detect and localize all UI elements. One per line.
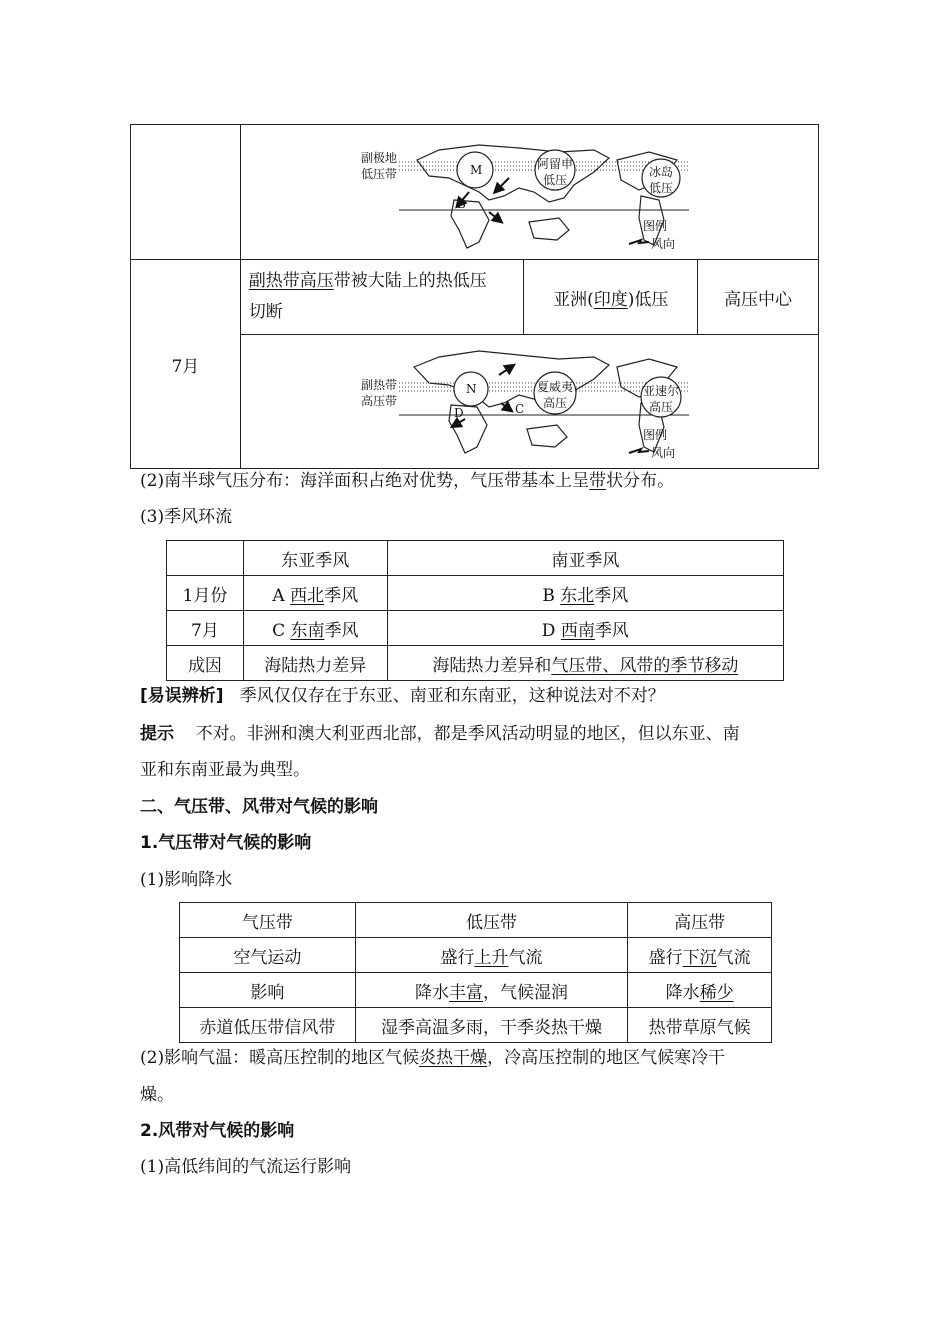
map-label-iceland-2: 低压	[649, 180, 674, 195]
row-label-january: 1月份	[167, 576, 244, 611]
subsection-2-1: (1)高低纬间的气流运行影响	[140, 1157, 352, 1177]
july-world-map	[359, 339, 699, 464]
january-east-asia: A 西北季风	[243, 576, 387, 611]
july-map-cell	[240, 335, 818, 469]
header-high-pressure: 高压带	[628, 903, 772, 938]
header-low-pressure: 低压带	[355, 903, 628, 938]
subsection-1-title: 1.气压带对气候的影响	[140, 833, 312, 853]
january-south-asia: B 东北季风	[387, 576, 783, 611]
temperature-paragraph-line-2: 燥。	[140, 1085, 174, 1105]
row-label-example: 赤道低压带信风带	[180, 1008, 356, 1043]
misconception-question: [易误辨析] 季风仅仅存在于东亚、南亚和东南亚，这种说法对不对？	[140, 686, 665, 706]
hint-line-1: 提示 不对。非洲和澳大利亚西北部，都是季风活动明显的地区，但以东亚、南	[140, 724, 740, 744]
row-label-effect: 影响	[180, 973, 356, 1008]
map-label-hawaii-2: 高压	[543, 396, 568, 410]
row-label-july: 7月	[167, 611, 244, 646]
map-label-subpolar-2: 低压带	[361, 166, 398, 181]
map-label-hawaii-1: 夏威夷	[537, 380, 574, 394]
subsection-2-title: 2.风带对气候的影响	[140, 1121, 295, 1141]
july-high-center-cell: 高压中心	[698, 260, 819, 335]
map-label-azores-2: 高压	[649, 400, 674, 414]
hint-line-2: 亚和东南亚最为典型。	[140, 760, 310, 780]
southern-hemisphere-paragraph: (2)南半球气压分布：海洋面积占绝对优势，气压带基本上呈带状分布。	[140, 471, 675, 491]
july-east-asia: C 东南季风	[243, 611, 387, 646]
high-effect: 降水稀少	[628, 973, 772, 1008]
map-label-c: C	[515, 402, 525, 416]
map-label-iceland-1: 冰岛	[649, 164, 674, 179]
month-july: 7月	[131, 260, 241, 469]
map-label-subtropical-2: 高压带	[361, 394, 398, 408]
pressure-belt-table	[179, 902, 772, 1043]
july-subtropical-cell: 副热带高压带被大陆上的热低压 切断	[240, 260, 524, 335]
map-legend-wind: 风向	[651, 236, 676, 251]
cause-east-asia: 海陆热力差异	[243, 646, 387, 681]
low-example: 湿季高温多雨，干季炎热干燥	[355, 1008, 628, 1043]
pressure-distribution-table	[130, 124, 819, 469]
july-south-asia: D 西南季风	[387, 611, 783, 646]
header-blank	[167, 541, 244, 576]
map-label-subtropical-1: 副热带	[361, 378, 398, 392]
map-label-b: B	[457, 196, 467, 211]
header-east-asia: 东亚季风	[243, 541, 387, 576]
header-pressure-belt: 气压带	[180, 903, 356, 938]
high-example: 热带草原气候	[628, 1008, 772, 1043]
january-world-map	[359, 130, 699, 255]
map-label-aleutian-2: 低压	[543, 172, 568, 187]
map-legend-title: 图例	[643, 218, 668, 233]
map-label-d: D	[454, 406, 464, 420]
empty-month-cell	[131, 125, 241, 260]
wind-arrow-icon	[629, 449, 649, 453]
monsoon-heading: (3)季风环流	[140, 507, 233, 527]
july-asia-low-cell: 亚洲(印度)低压	[524, 260, 698, 335]
cause-south-asia: 海陆热力差异和气压带、风带的季节移动	[387, 646, 783, 681]
map-legend-title: 图例	[643, 428, 668, 442]
monsoon-table	[166, 540, 784, 681]
row-label-cause: 成因	[167, 646, 244, 681]
low-air-motion: 盛行上升气流	[355, 938, 628, 973]
map-label-aleutian-1: 阿留申	[537, 156, 574, 171]
row-label-air-motion: 空气运动	[180, 938, 356, 973]
section-2-title: 二、气压带、风带对气候的影响	[140, 797, 378, 817]
map-label-m: M	[470, 162, 483, 177]
subsection-1-1: (1)影响降水	[140, 870, 233, 890]
temperature-paragraph: (2)影响气温：暖高压控制的地区气候炎热干燥，冷高压控制的地区气候寒冷干	[140, 1048, 726, 1068]
high-air-motion: 盛行下沉气流	[628, 938, 772, 973]
map-legend-wind: 风向	[651, 446, 676, 460]
map-label-azores-1: 亚速尔	[643, 384, 680, 398]
header-south-asia: 南亚季风	[387, 541, 783, 576]
low-effect: 降水丰富，气候湿润	[355, 973, 628, 1008]
january-map-cell	[240, 125, 818, 260]
map-label-subpolar-1: 副极地	[361, 150, 398, 165]
map-label-n: N	[466, 382, 477, 396]
